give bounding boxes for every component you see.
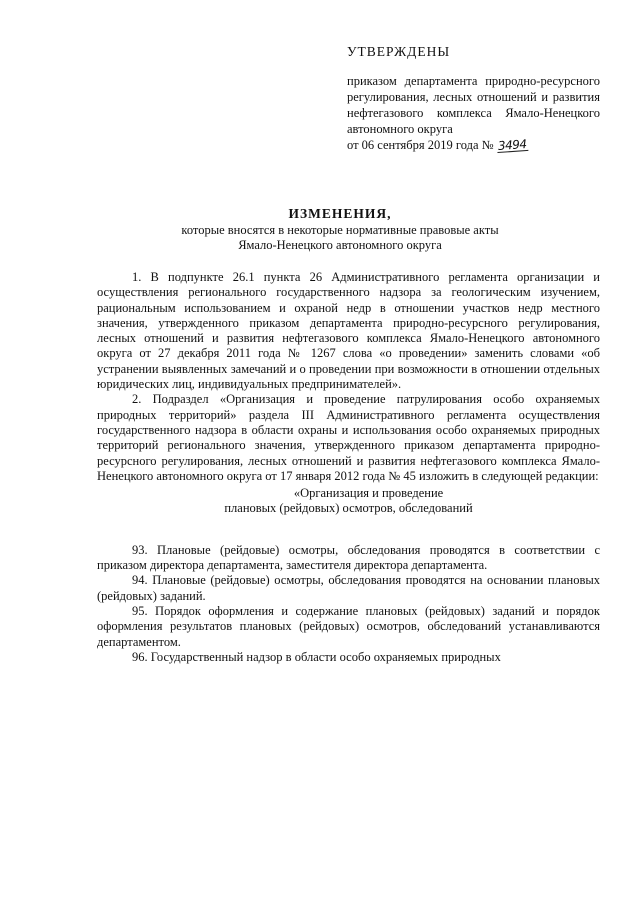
document-subtitle-line-1: которые вносятся в некоторые нормативные правовые акты <box>181 223 499 237</box>
paragraph-1: 1. В подпункте 26.1 пункта 26 Административного регламента организации и осуществления регионального государственного надзора за геологическим изучением, рациональным использованием и охраной недр в отношении участков недр местного значения, утвержденного приказом департамента природно-ресурсного регулирования, лесных отношений и развития нефтегазового комплекса Ямало-Ненецкого автономного округа от 27 декабря 2011 года № 1267 слова «о проведении» заменить словами «об устранении выявленных замечаний и о проведении при возможности в отношении отдельных юридических лиц, индивидуальных предпринимателей». <box>97 270 600 392</box>
document-subtitle-line-2: Ямало-Ненецкого автономного округа <box>238 238 442 252</box>
paragraph-96: 96. Государственный надзор в области особо охраняемых природных <box>132 649 501 664</box>
approval-date-line <box>347 137 600 153</box>
approval-block <box>347 44 600 153</box>
document-body <box>97 270 600 665</box>
document-title-block <box>80 206 600 253</box>
approval-date: от 06 сентября 2019 года № <box>347 138 494 152</box>
document-title: ИЗМЕНЕНИЯ, <box>288 206 392 221</box>
paragraph-93: 93. Плановые (рейдовые) осмотры, обследования проводятся в соответствии с приказом директора департамента, заместителя директора департамента. <box>97 542 600 573</box>
approval-heading: УТВЕРЖДЕНЫ <box>347 44 451 59</box>
subheading-line-1: «Организация и проведение <box>293 486 444 501</box>
paragraph-2: 2. Подраздел «Организация и проведение патрулирования особо охраняемых природных территорий» раздела III Административного регламента осуществления государственного надзора в области охраны и использования особо охраняемых природных территорий регионального значения, утвержденного приказом департамента природно-ресурсного регулирования, лесных отношений и развития нефтегазового комплекса Ямало-Ненецкого автономного округа от 17 января 2012 года № 45 изложить в следующей редакции: <box>97 392 600 483</box>
section-subheading <box>97 486 600 517</box>
subheading-line-2: плановых (рейдовых) осмотров, обследований <box>224 501 473 516</box>
spacer <box>97 517 600 543</box>
handwritten-order-number: 3494 <box>497 137 527 153</box>
paragraph-95: 95. Порядок оформления и содержание плановых (рейдовых) заданий и порядок оформления результатов плановых (рейдовых) осмотров, обследований устанавливаются департаментом. <box>97 603 600 649</box>
paragraph-94: 94. Плановые (рейдовые) осмотры, обследования проводятся на основании плановых (рейдовых) заданий. <box>97 573 600 603</box>
approval-issuer: приказом департамента природно-ресурсного регулирования, лесных отношений и развития нефтегазового комплекса Ямало-Ненецкого автономного округа <box>347 74 600 136</box>
